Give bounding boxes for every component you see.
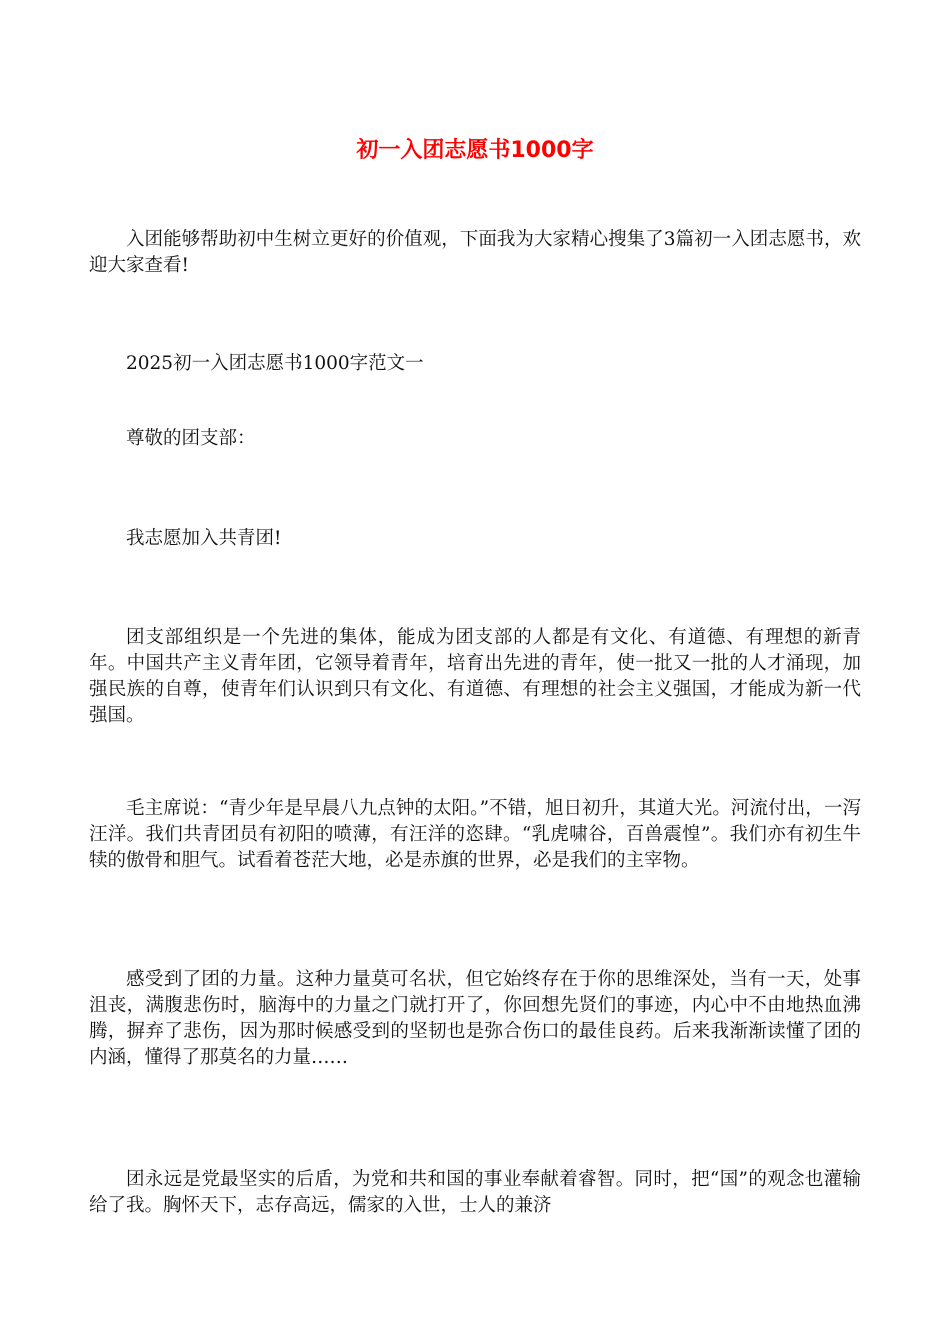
body-paragraph: 团支部组织是一个先进的集体，能成为团支部的人都是有文化、有道德、有理想的新青年。中国共产主义青年团，它领导着青年，培育出先进的青年，使一批又一批的人才涌现，加强民族的自尊，使青年们认识到只有文化、有道德、有理想的社会主义强国，才能成为新一代强国。 — [89, 627, 861, 726]
body-paragraph: 毛主席说：“青少年是早晨八九点钟的太阳。”不错，旭日初升，其道大光。河流付出，一泻汪洋。我们共青团员有初阳的喷薄，有汪洋的恣肆。“乳虎啸谷，百兽震惶”。我们亦有初生牛犊的傲骨和胆气。试看着苍茫大地，必是赤旗的世界，必是我们的主宰物。 — [89, 798, 861, 871]
body-paragraph: 团永远是党最坚实的后盾，为党和共和国的事业奉献着睿智。同时，把“国”的观念也灌输给了我。胸怀天下，志存高远，儒家的入世，士人的兼济 — [89, 1169, 861, 1216]
section-heading: 2025初一入团志愿书1000字范文一 — [126, 353, 424, 374]
document-title: 初一入团志愿书1000字 — [356, 138, 594, 163]
body-paragraph: 感受到了团的力量。这种力量莫可名状，但它始终存在于你的思维深处，当有一天，处事沮丧，满腹悲伤时，脑海中的力量之门就打开了，你回想先贤们的事迹，内心中不由地热血沸腾，摒弃了悲伤，因为那时候感受到的坚韧也是弥合伤口的最佳良药。后来我渐渐读懂了团的内涵，懂得了那莫名的力量…… — [89, 969, 861, 1068]
wish-statement: 我志愿加入共青团! — [126, 528, 282, 549]
salutation: 尊敬的团支部： — [126, 428, 256, 449]
intro-paragraph: 入团能够帮助初中生树立更好的价值观，下面我为大家精心搜集了3篇初一入团志愿书，欢迎大家查看! — [89, 229, 861, 276]
